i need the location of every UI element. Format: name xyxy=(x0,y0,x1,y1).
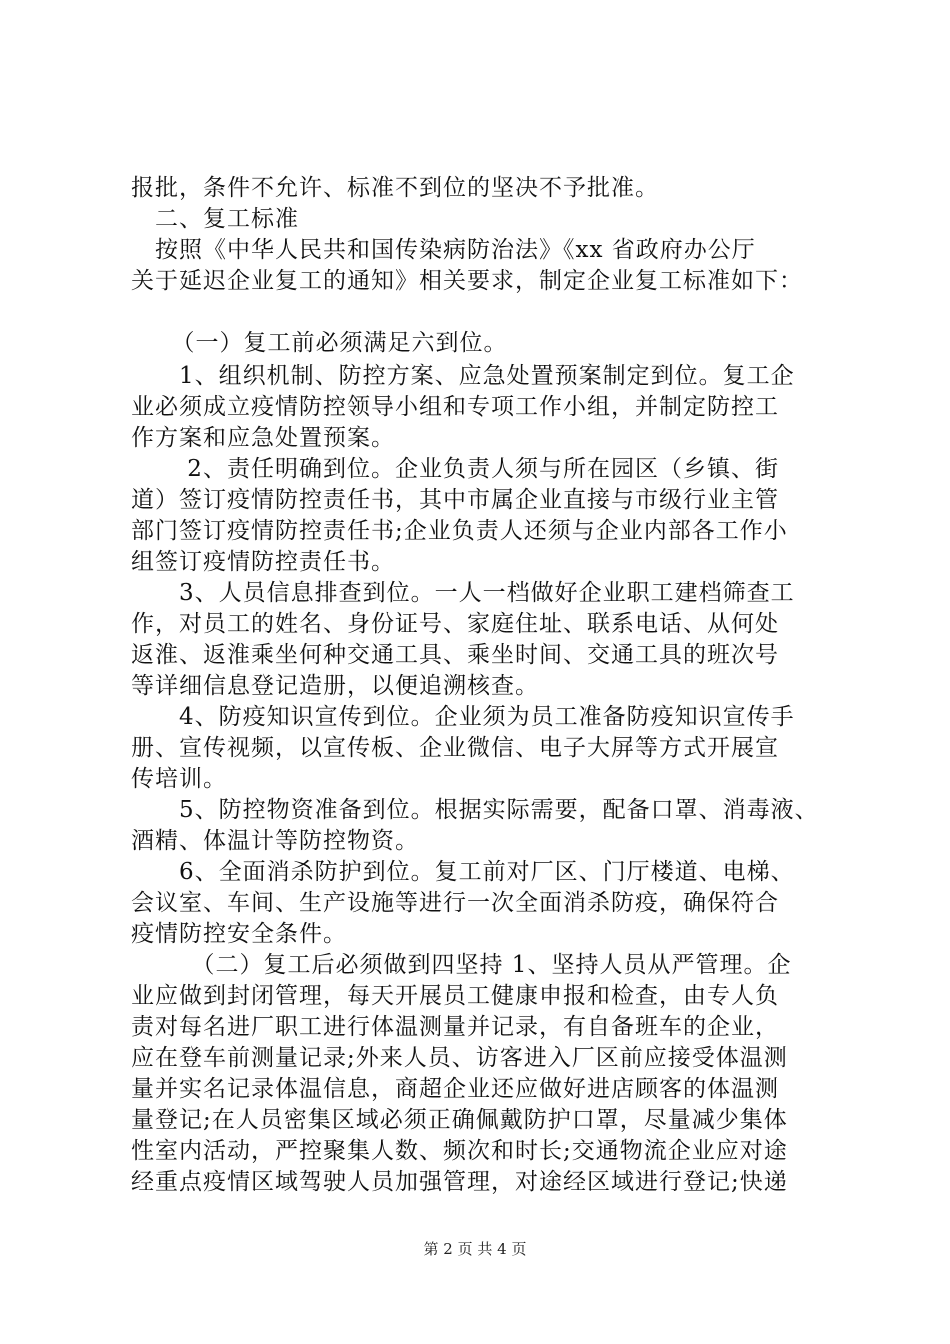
text-line: 量登记;在人员密集区域必须正确佩戴防护口罩，尽量减少集体 xyxy=(131,1107,788,1133)
page-number-label: 第 2 页 共 4 页 xyxy=(423,1240,527,1258)
text-line: 业必须成立疫情防控领导小组和专项工作小组，并制定防控工 xyxy=(131,394,779,420)
text-line: 业应做到封闭管理，每天开展员工健康申报和检查，由专人负 xyxy=(131,983,779,1009)
text-line: 4、防疫知识宣传到位。企业须为员工准备防疫知识宣传手 xyxy=(155,704,795,730)
text-line: 道）签订疫情防控责任书，其中市属企业直接与市级行业主管 xyxy=(131,487,779,513)
text-line: 2、责任明确到位。企业负责人须与所在园区（乡镇、街 xyxy=(155,456,779,482)
text-line: 按照《中华人民共和国传染病防治法》《xx 省政府办公厅 xyxy=(131,237,756,263)
text-line: 传培训。 xyxy=(131,766,227,792)
text-line: 作方案和应急处置预案。 xyxy=(131,425,395,451)
text-line: 1、组织机制、防控方案、应急处置预案制定到位。复工企 xyxy=(155,363,795,389)
text-line: 会议室、车间、生产设施等进行一次全面消杀防疫，确保符合 xyxy=(131,890,779,916)
text-line: 组签订疫情防控责任书。 xyxy=(131,549,395,575)
text-line: 应在登车前测量记录;外来人员、访客进入厂区前应接受体温测 xyxy=(131,1045,788,1071)
text-line: 5、防控物资准备到位。根据实际需要，配备口罩、消毒液、 xyxy=(155,797,819,823)
text-line: 6、全面消杀防护到位。复工前对厂区、门厅楼道、电梯、 xyxy=(155,859,795,885)
text-line: 返淮、返淮乘坐何种交通工具、乘坐时间、交通工具的班次号 xyxy=(131,642,779,668)
text-line: （二）复工后必须做到四坚持 1、坚持人员从严管理。企 xyxy=(155,952,792,978)
text-line: 3、人员信息排查到位。一人一档做好企业职工建档筛查工 xyxy=(155,580,795,606)
text-line: 二、复工标准 xyxy=(131,206,299,232)
text-line: 责对每名进厂职工进行体温测量并记录，有自备班车的企业， xyxy=(131,1014,779,1040)
text-line: 经重点疫情区域驾驶人员加强管理，对途经区域进行登记;快递 xyxy=(131,1169,788,1195)
text-line: 关于延迟企业复工的通知》相关要求，制定企业复工标准如下： xyxy=(131,268,803,294)
text-line: 疫情防控安全条件。 xyxy=(131,921,347,947)
page-footer xyxy=(0,1238,950,1259)
text-line: （一）复工前必须满足六到位。 xyxy=(159,330,508,356)
text-line: 等详细信息登记造册，以便追溯核查。 xyxy=(131,673,539,699)
text-line: 性室内活动，严控聚集人数、频次和时长;交通物流企业应对途 xyxy=(131,1138,788,1164)
text-line: 册、宣传视频，以宣传板、企业微信、电子大屏等方式开展宣 xyxy=(131,735,779,761)
text-line: 报批，条件不允许、标准不到位的坚决不予批准。 xyxy=(131,175,659,201)
text-line: 部门签订疫情防控责任书;企业负责人还须与企业内部各工作小 xyxy=(131,518,788,544)
text-line: 作，对员工的姓名、身份证号、家庭住址、联系电话、从何处 xyxy=(131,611,779,637)
text-line: 酒精、体温计等防控物资。 xyxy=(131,828,419,854)
text-line: 量并实名记录体温信息，商超企业还应做好进店顾客的体温测 xyxy=(131,1076,779,1102)
